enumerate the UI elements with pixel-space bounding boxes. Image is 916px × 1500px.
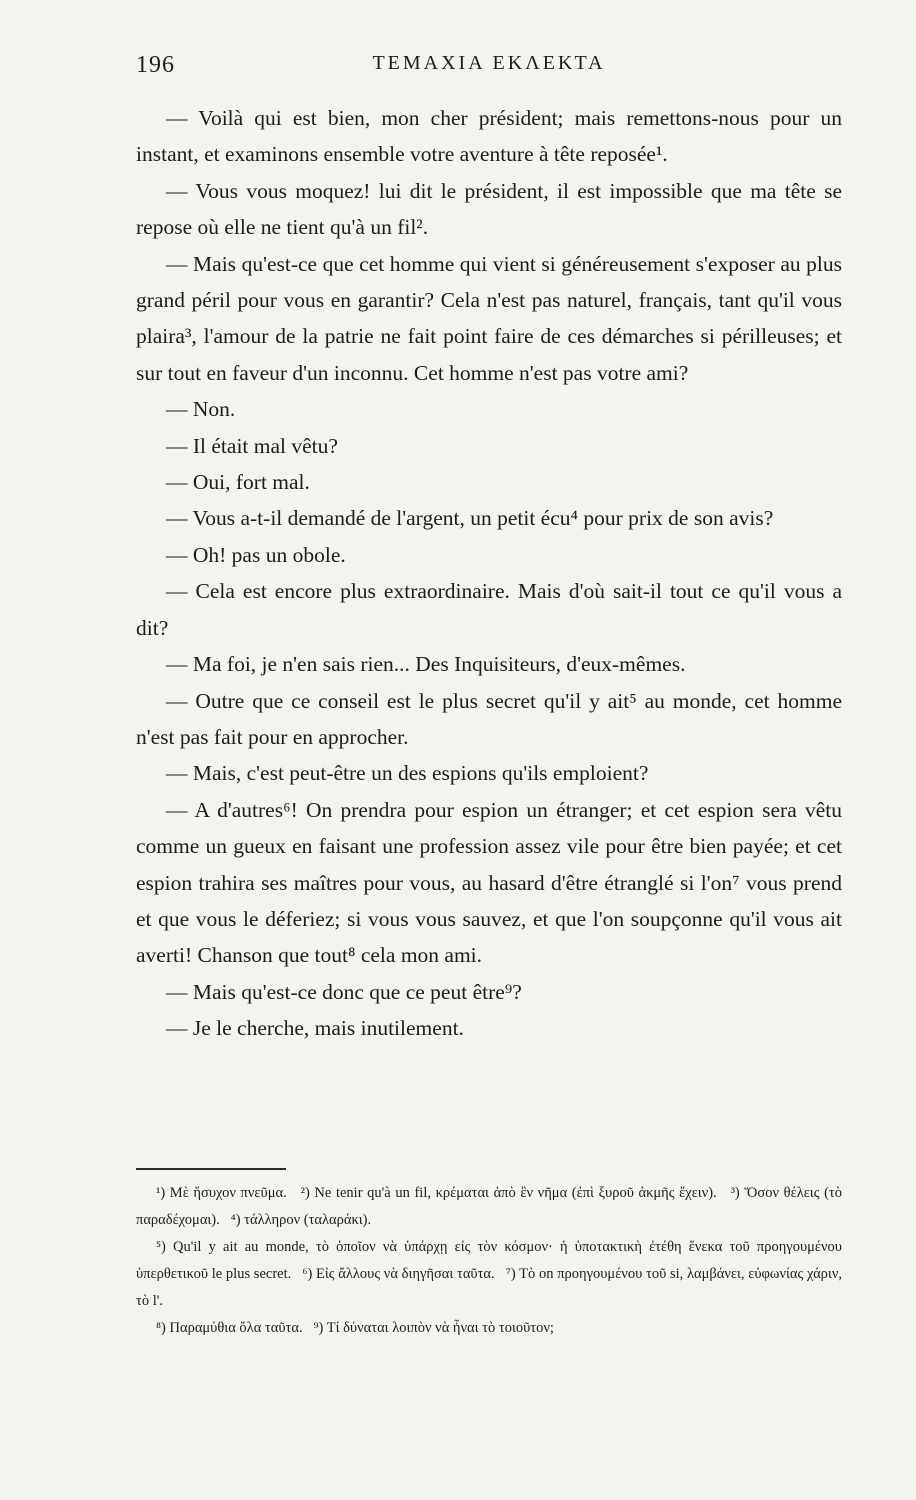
paragraph: — Ma foi, je n'en sais rien... Des Inquisiteurs, d'eux-mêmes. [166,652,686,677]
paragraph: — Mais qu'est-ce que cet homme qui vient si généreusement s'exposer au plus grand péril pour vous en garantir? Cela n'est pas naturel, français, tant qu'il vous plaira³, l'amour de la patrie ne fait point faire de ces démarches si périlleuses; et sur tout en faveur d'un inconnu. Cet homme n'est pas votre ami? [136,251,842,385]
page-number: 196 [136,52,175,78]
paragraph: — Vous a-t-il demandé de l'argent, un petit écu⁴ pour prix de son avis? [166,506,774,531]
footnotes [136,1180,846,1342]
paragraph: — Vous vous moquez! lui dit le président, il est impossible que ma tête se repose où elle ne tient qu'à un fil². [136,178,842,240]
paragraph: — A d'autres⁶! On prendra pour espion un étranger; et cet espion sera vêtu comme un gueux en faisant une profession assez vile pour être bien payée; et cet espion trahira ses maîtres pour vous, au hasard d'être étranglé si l'on⁷ vous prend et que vous le déferiez; si vous vous sauvez, et que l'on soupçonne qu'il vous ait averti! Chanson que tout⁸ cela mon ami. [136,797,842,968]
paragraph: — Il était mal vêtu? [166,433,338,458]
paragraph: — Mais qu'est-ce donc que ce peut être⁹? [166,979,522,1004]
paragraph: — Non. [166,397,236,422]
footnote: ⁸) Παραμύθια ὅλα ταῦτα. ⁹) Τί δύναται λοιπὸν νὰ ἦναι τὸ τοιοῦτον; [156,1320,554,1336]
paragraph: — Je le cherche, mais inutilement. [166,1016,464,1041]
footnote: ⁵) Qu'il y ait au monde, τὸ ὁποῖον νὰ ὑπάρχῃ εἰς τὸν κόσμον· ἡ ὑποτακτικὴ ἐτέθη ἕνεκα τοῦ προηγουμένου ὑπερθετικοῦ le plus secret. ⁶) Εἰς ἄλλους νὰ διηγῆσαι ταῦτα. ⁷) Τὸ on προηγουμένου τοῦ si, λαμβάνει, εὐφωνίας χάριν, τὸ l'. [136,1239,846,1309]
footnote-rule [136,1168,286,1170]
paragraph: — Cela est encore plus extraordinaire. Mais d'où sait-il tout ce qu'il vous a dit? [136,579,842,640]
page-header [136,52,842,82]
footnote: ¹) Μὲ ἥσυχον πνεῦμα. ²) Ne tenir qu'à un fil, κρέμαται ἀπὸ ἓν νῆμα (ἐπὶ ξυροῦ ἀκμῆς ἔχειν). ³) Ὅσον θέλεις (τὸ παραδέχομαι). ⁴) τάλληρον (ταλαράκι). [136,1185,846,1228]
paragraph: — Outre que ce conseil est le plus secret qu'il y ait⁵ au monde, cet homme n'est pas fait pour en approcher. [136,688,842,749]
running-title: ΤΕΜΑΧΙΑ ΕΚΛΕΚΤΑ [372,52,606,74]
paragraph: — Mais, c'est peut-être un des espions qu'ils emploient? [166,761,649,786]
paragraph: — Oh! pas un obole. [166,542,346,567]
paragraph: — Voilà qui est bien, mon cher président; mais remettons-nous pour un instant, et examinons ensemble votre aventure à tête reposée¹. [136,106,842,167]
body-text [136,100,842,1047]
paragraph: — Oui, fort mal. [166,470,310,495]
